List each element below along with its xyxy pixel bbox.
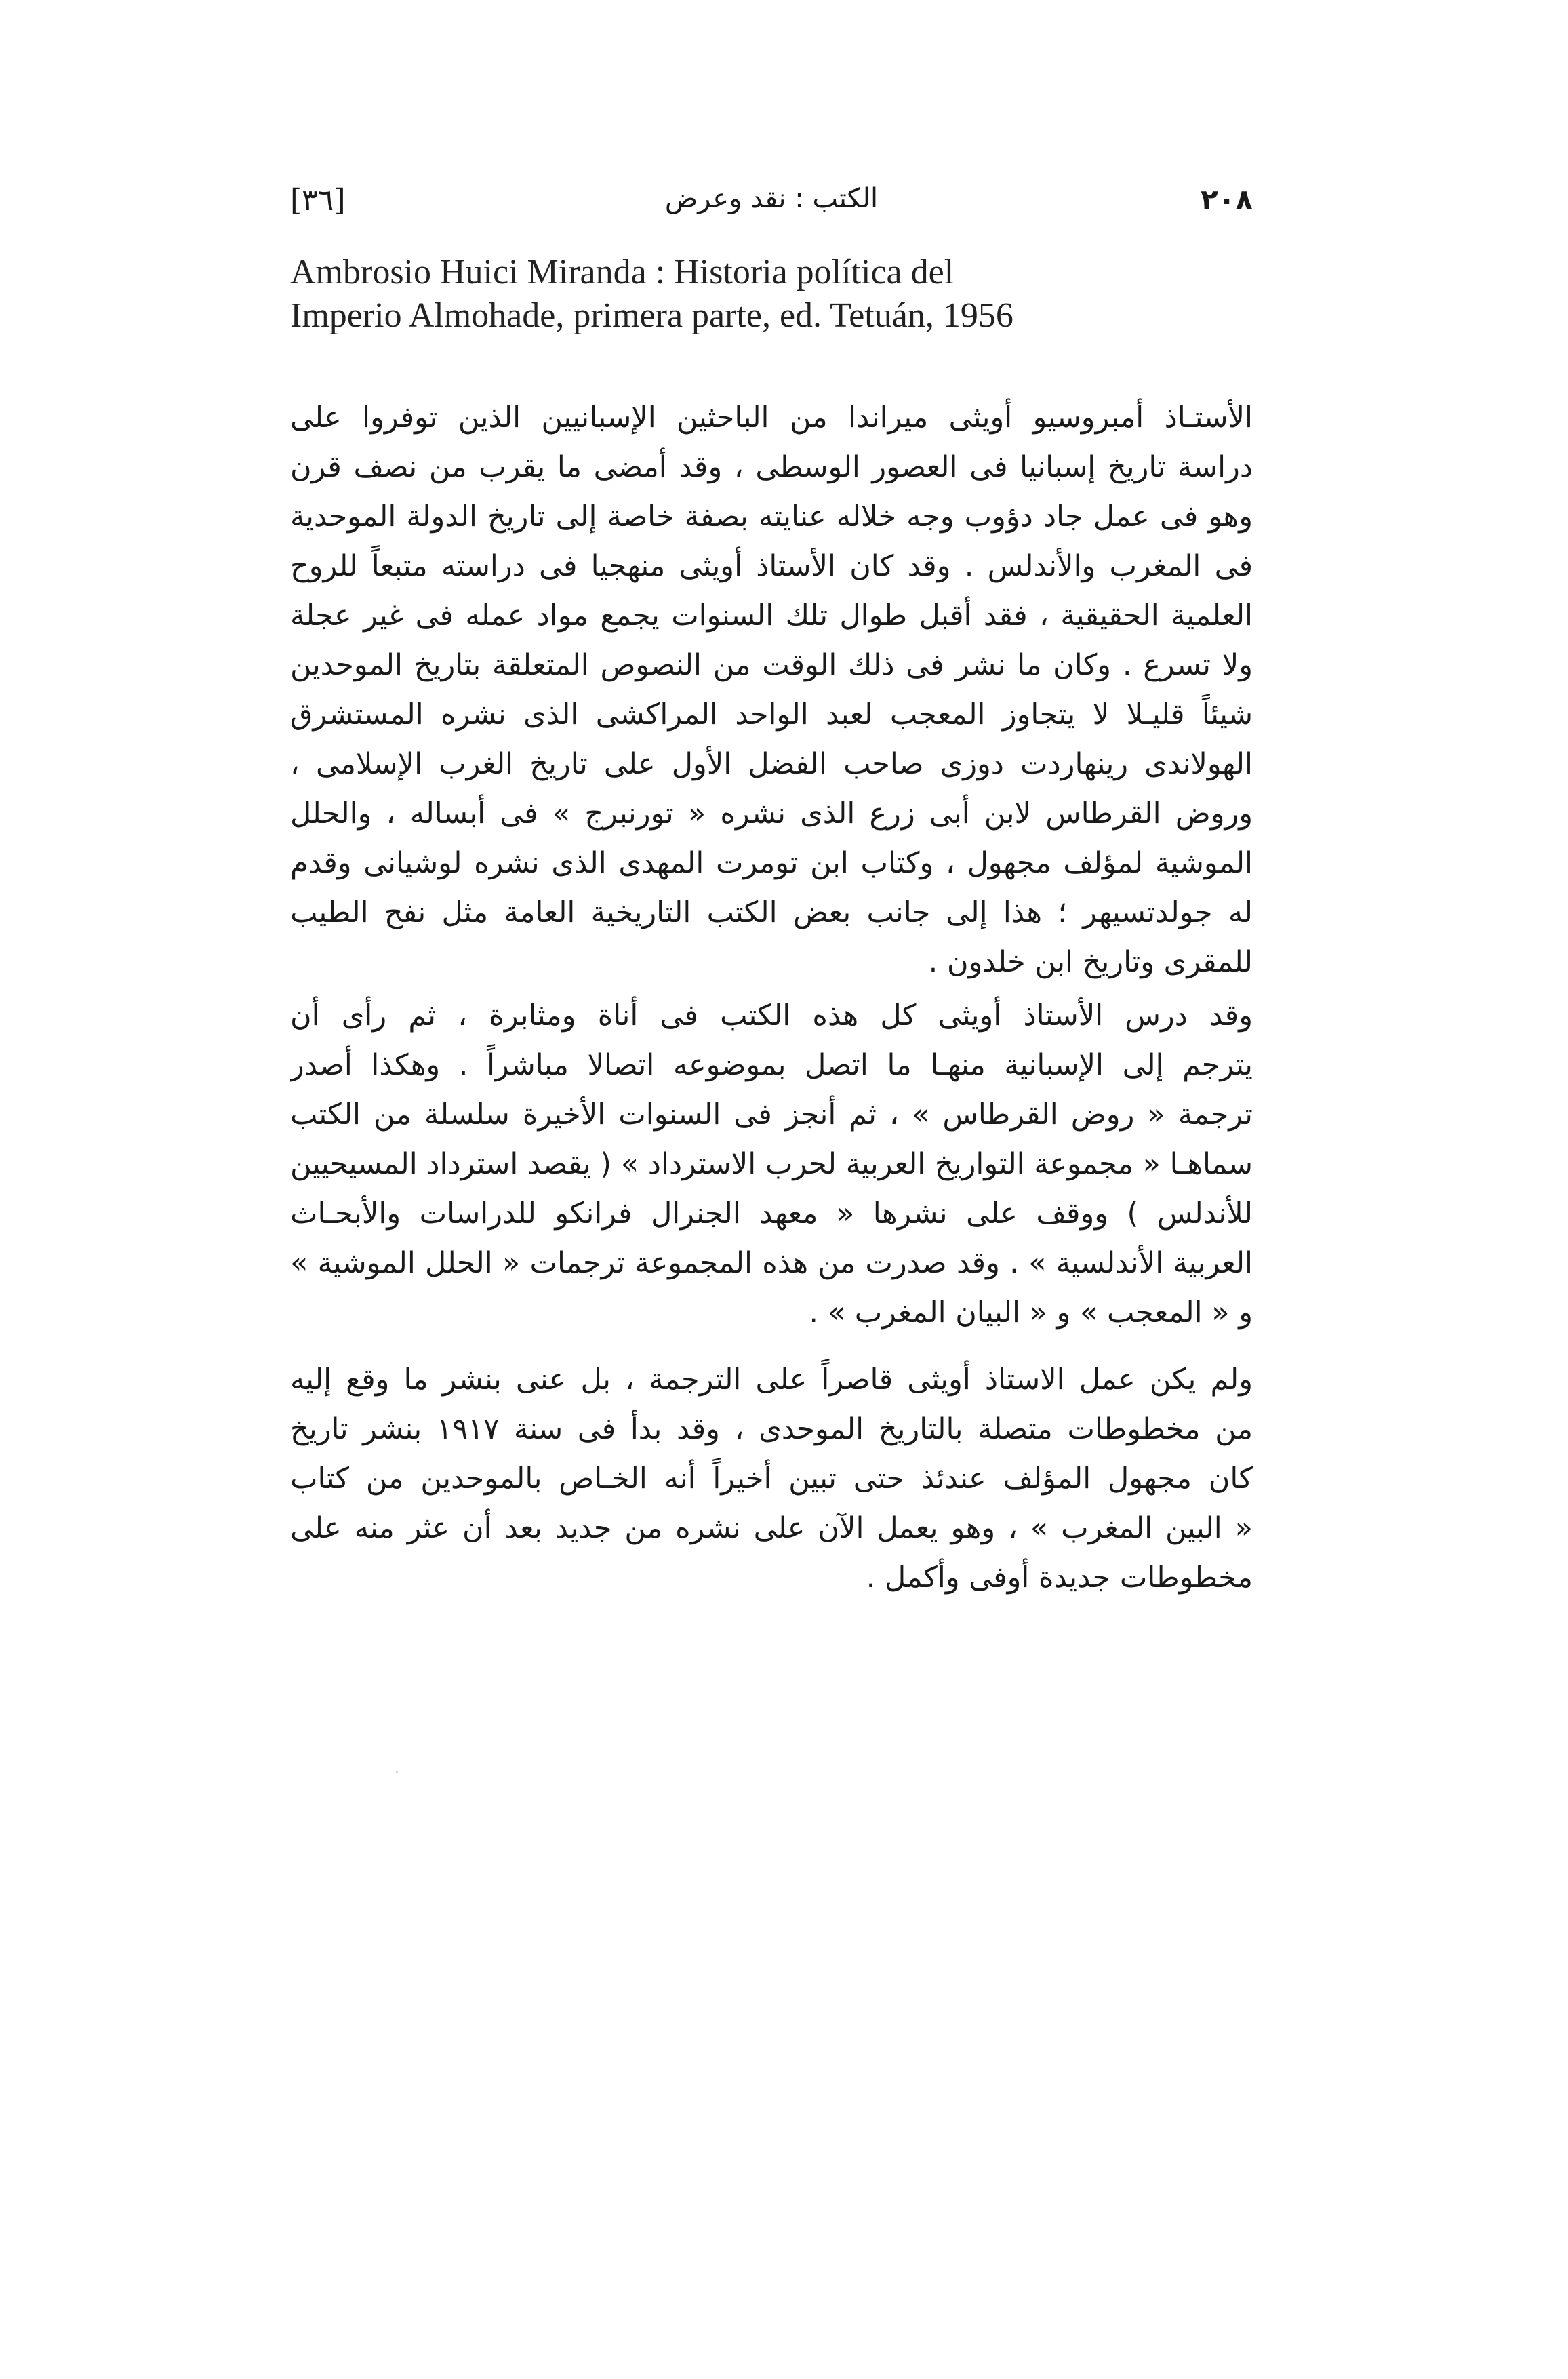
page-number: ٢٠٨ xyxy=(1201,183,1253,216)
paragraph xyxy=(290,393,1253,987)
text-line: الموشية لمؤلف مجهول ، وكتاب ابن تومرت المهدى الذى نشره لوشيانى وقدم xyxy=(290,846,1253,880)
text-line: للأندلس ) ووقف على نشرها « معهد الجنرال فرانكو للدراسات والأبحـاث xyxy=(290,1197,1253,1231)
text-line: الأستـاذ أمبروسيو أويثى ميراندا من الباحثين الإسبانيين الذين توفروا على xyxy=(290,401,1253,435)
text-line: للمقرى وتاريخ ابن خلدون . xyxy=(928,945,1253,979)
section-number: [٣٦] xyxy=(290,183,346,218)
text-line: ولم يكن عمل الاستاذ أويثى قاصراً على الترجمة ، بل عنى بنشر ما وقع إليه xyxy=(290,1363,1253,1397)
citation-line: Imperio Almohade, primera parte, ed. Tetuán, 1956 xyxy=(290,296,1013,335)
text-line: العلمية الحقيقية ، فقد أقبل طوال تلك السنوات يجمع مواد عمله فى غير عجلة xyxy=(290,599,1253,633)
text-line: و « المعجب » و « البيان المغرب » . xyxy=(809,1296,1253,1330)
text-line: سماهـا « مجموعة التواريخ العربية لحرب الاسترداد » ( يقصد استرداد المسيحيين xyxy=(290,1147,1253,1181)
text-line: ترجمة « روض القرطاس » ، ثم أنجز فى السنوات الأخيرة سلسلة من الكتب xyxy=(290,1098,1253,1132)
running-header xyxy=(290,183,1253,231)
paragraph xyxy=(290,1355,1253,1603)
text-line: دراسة تاريخ إسبانيا فى العصور الوسطى ، وقد أمضى ما يقرب من نصف قرن xyxy=(290,450,1253,484)
text-line: كان مجهول المؤلف عندئذ حتى تبين أخيراً أنه الخـاص بالموحدين من كتاب xyxy=(290,1462,1253,1496)
text-line: « البين المغرب » ، وهو يعمل الآن على نشره من جديد بعد أن عثر منه على xyxy=(290,1511,1253,1545)
scan-speck xyxy=(396,1771,398,1773)
running-title: الكتب : نقد وعرض xyxy=(664,183,879,214)
text-line: يترجم إلى الإسبانية منهـا ما اتصل بموضوعه اتصالا مباشراً . وهكذا أصدر xyxy=(290,1048,1253,1082)
text-line: شيئاً قليـلا لا يتجاوز المعجب لعبد الواحد المراكشى الذى نشره المستشرق xyxy=(290,698,1253,732)
text-line: فى المغرب والأندلس . وقد كان الأستاذ أويثى منهجيا فى دراسته متبعاً للروح xyxy=(290,549,1253,583)
text-line: وروض القرطاس لابن أبى زرع الذى نشره « تورنبرج » فى أبساله ، والحلل xyxy=(290,797,1253,831)
text-line: العربية الأندلسية » . وقد صدرت من هذه المجموعة ترجمات « الحلل الموشية » xyxy=(290,1246,1253,1280)
text-line: ولا تسرع . وكان ما نشر فى ذلك الوقت من النصوص المتعلقة بتاريخ الموحدين xyxy=(290,648,1253,682)
text-line: الهولاندى رينهاردت دوزى صاحب الفضل الأول على تاريخ الغرب الإسلامى ، xyxy=(290,747,1253,781)
paragraph xyxy=(290,991,1253,1338)
citation-line: Ambrosio Huici Miranda : Historia política del xyxy=(290,253,954,292)
text-line: وقد درس الأستاذ أويثى كل هذه الكتب فى أناة ومثابرة ، ثم رأى أن xyxy=(290,999,1253,1033)
book-citation xyxy=(290,251,1253,338)
text-line: من مخطوطات متصلة بالتاريخ الموحدى ، وقد بدأ فى سنة ١٩١٧ بنشر تاريخ xyxy=(290,1412,1253,1446)
review-body xyxy=(290,393,1253,1603)
text-line: له جولدتسيهر ؛ هذا إلى جانب بعض الكتب التاريخية العامة مثل نفح الطيب xyxy=(290,896,1253,929)
text-line: وهو فى عمل جاد دؤوب وجه خلاله عنايته بصفة خاصة إلى تاريخ الدولة الموحدية xyxy=(290,500,1253,534)
text-line: مخطوطات جديدة أوفى وأكمل . xyxy=(866,1561,1253,1595)
